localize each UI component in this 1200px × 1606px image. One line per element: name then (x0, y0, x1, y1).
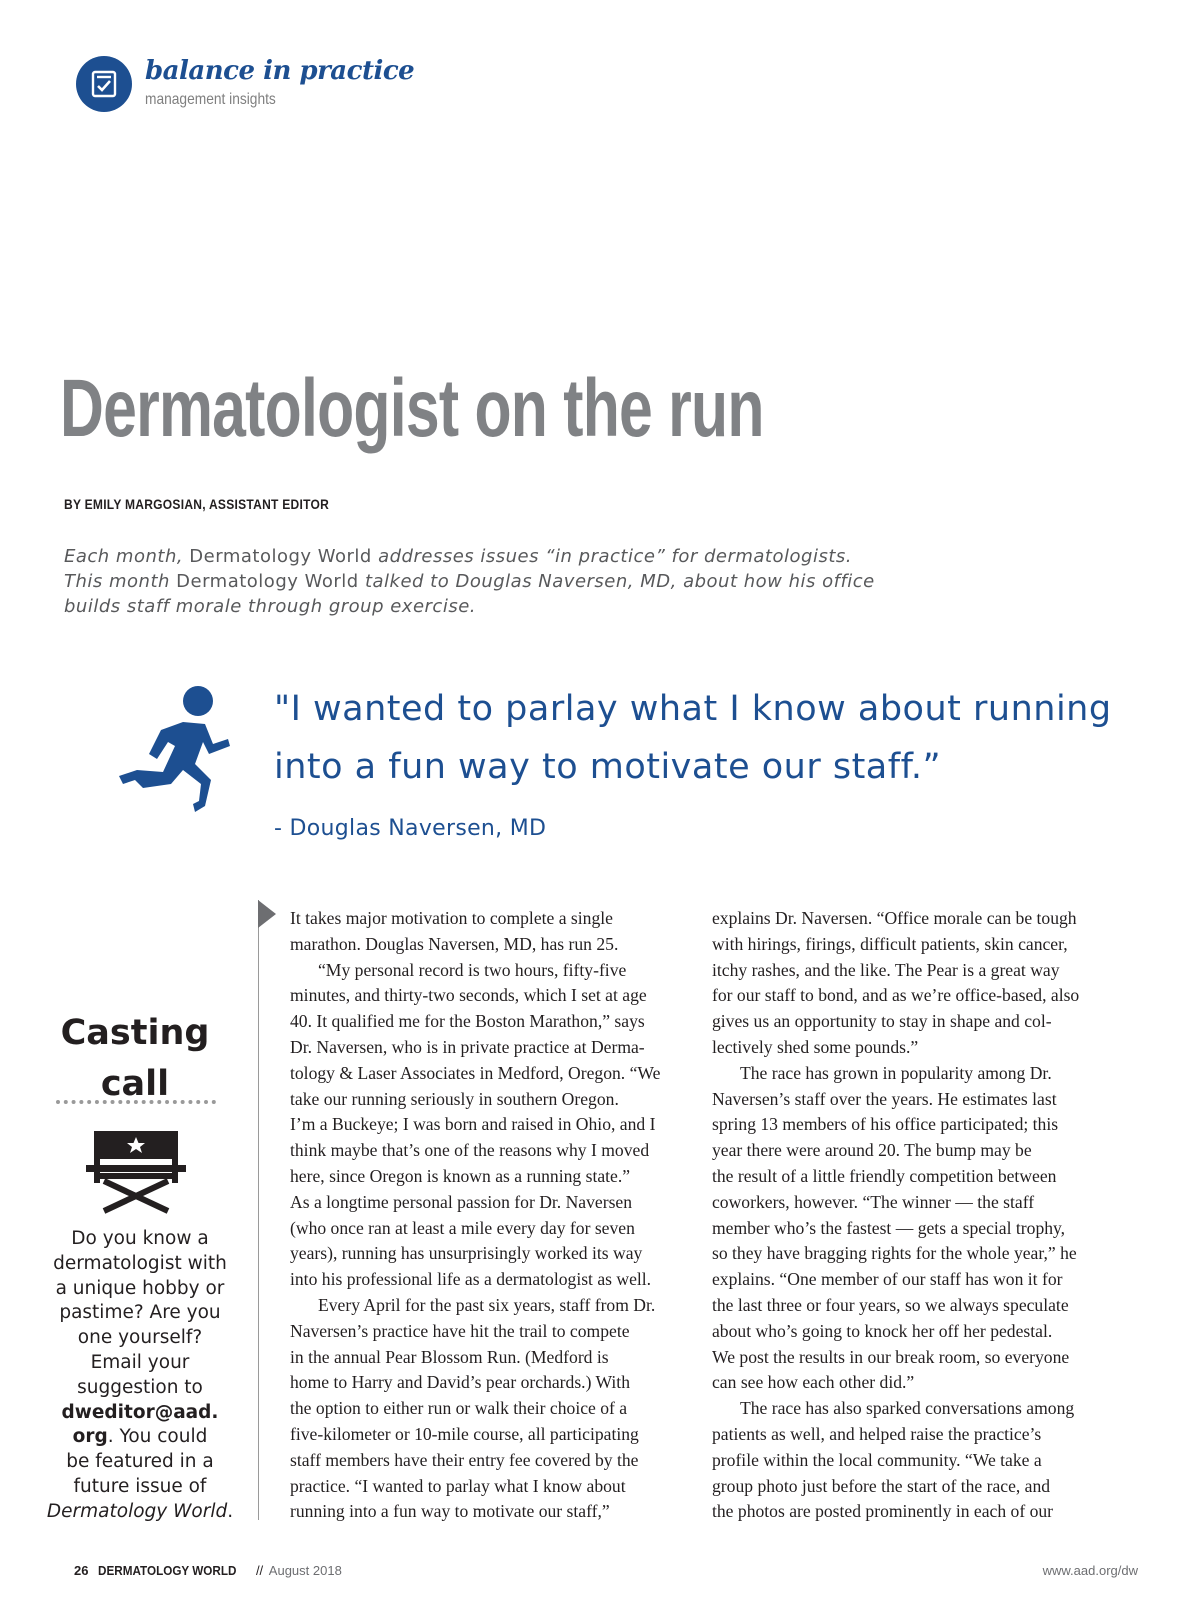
body-line: year there were around 20. The bump may be (712, 1140, 1032, 1161)
sidebar-line: org. You could (72, 1426, 208, 1448)
body-line: It takes major motivation to complete a single (290, 908, 613, 928)
start-arrow-icon (258, 900, 276, 928)
body-line: Naversen’s staff over the years. He estimates last (712, 1088, 1057, 1109)
body-line: minutes, and thirty-two seconds, which I set at age (290, 985, 647, 1006)
pull-quote-line: "I wanted to parlay what I know about running (274, 689, 1112, 729)
sidebar-line: Dermatology World. (46, 1500, 234, 1522)
sidebar-line: pastime? Are you (59, 1302, 221, 1324)
body-line: tology & Laser Associates in Medford, Oregon. “We (290, 1062, 661, 1083)
body-line: Every April for the past six years, staff from Dr. (318, 1294, 656, 1315)
article-byline: BY EMILY MARGOSIAN, ASSISTANT EDITOR (64, 496, 330, 512)
section-subtitle: management insights (145, 91, 276, 108)
body-line: the option to either run or walk their choice of a (290, 1398, 628, 1419)
running-person-icon (113, 684, 243, 814)
sidebar-line: dermatologist with (53, 1252, 227, 1274)
sidebar-line: be featured in a (66, 1451, 214, 1473)
column-rule (258, 900, 259, 1520)
body-line: marathon. Douglas Naversen, MD, has run 25. (290, 933, 619, 954)
body-line: think maybe that’s one of the reasons why I moved (290, 1140, 650, 1161)
section-badge (76, 56, 132, 112)
body-line: group photo just before the start of the race, and (712, 1475, 1051, 1496)
body-line: take our running seriously in southern Oregon. (290, 1088, 619, 1109)
sidebar-body (40, 1227, 240, 1525)
magazine-name: DERMATOLOGY WORLD (98, 1563, 237, 1578)
body-line: 40. It qualified me for the Boston Marathon,” says (290, 1011, 645, 1032)
body-line: can see how each other did.” (712, 1372, 915, 1393)
sidebar-line: future issue of (73, 1475, 207, 1497)
body-column-1 (290, 906, 660, 1525)
folio-separator: // (255, 1563, 264, 1578)
body-line: itchy rashes, and the like. The Pear is a great way (712, 959, 1060, 980)
body-line: gives us an opportunity to stay in shape and col- (712, 1011, 1052, 1032)
body-line: years), running has unsurprisingly worked its way (290, 1243, 643, 1264)
sidebar-divider (56, 1100, 216, 1104)
article-headline: Dermatologist on the run (60, 363, 764, 454)
pull-quote-attribution: - Douglas Naversen, MD (274, 816, 547, 841)
body-line: the photos are posted prominently in each of our (712, 1501, 1054, 1522)
body-line: explains Dr. Naversen. “Office morale can be tough (712, 908, 1077, 928)
email-link-end[interactable]: org (72, 1426, 108, 1448)
intro-line: This month Dermatology World talked to Douglas Naversen, MD, about how his office (64, 571, 875, 592)
body-line: The race has also sparked conversations among (740, 1398, 1075, 1419)
body-line: staff members have their entry fee covered by the (290, 1449, 639, 1470)
body-line: the last three or four years, so we always speculate (712, 1294, 1069, 1315)
body-line: coworkers, however. “The winner — the staff (712, 1191, 1035, 1212)
directors-chair-icon (86, 1125, 186, 1215)
body-line: for our staff to bond, and as we’re office-based, also (712, 985, 1080, 1006)
body-line: so they have bragging rights for the whole year,” he (712, 1243, 1077, 1264)
body-line: The race has grown in popularity among Dr. (740, 1062, 1052, 1083)
intro-line: builds staff morale through group exercise. (64, 596, 477, 617)
body-line: five-kilometer or 10-mile course, all participating (290, 1423, 639, 1444)
pull-quote-line: into a fun way to motivate our staff.” (274, 747, 942, 787)
body-line: spring 13 members of his office participated; this (712, 1114, 1059, 1135)
body-line: the result of a little friendly competition between (712, 1165, 1057, 1186)
body-line: in the annual Pear Blossom Run. (Medford is (290, 1346, 609, 1367)
body-line: As a longtime personal passion for Dr. Naversen (290, 1191, 633, 1212)
pull-quote (274, 680, 1154, 796)
body-line: (who once ran at least a mile every day for seven (290, 1217, 635, 1238)
sidebar-line: one yourself? (77, 1327, 203, 1349)
sidebar-line: Email your (90, 1351, 190, 1373)
checklist-icon (88, 68, 120, 100)
body-line: home to Harry and David’s pear orchards.) With (290, 1372, 630, 1393)
body-line: running into a fun way to motivate our staff,” (290, 1501, 610, 1522)
body-line: explains. “One member of our staff has won it for (712, 1269, 1063, 1290)
sidebar-line: suggestion to (77, 1376, 203, 1398)
body-line: with hirings, firings, difficult patients, skin cancer, (712, 933, 1068, 954)
website-link[interactable]: www.aad.org/dw (1042, 1563, 1138, 1578)
body-line: here, since Oregon is known as a running state.” (290, 1165, 631, 1186)
body-line: lectively shed some pounds.” (712, 1036, 919, 1057)
body-line: member who’s the fastest — gets a special trophy, (712, 1217, 1066, 1238)
page-folio (74, 1563, 342, 1578)
intro-line: Each month, Dermatology World addresses issues “in practice” for dermatologists. (64, 546, 852, 567)
body-line: Naversen’s practice have hit the trail to compete (290, 1320, 630, 1341)
page-number: 26 (74, 1563, 89, 1578)
body-line: We post the results in our break room, so everyone (712, 1346, 1070, 1367)
sidebar-title: Casting call (60, 1013, 210, 1104)
sidebar-line: a unique hobby or (55, 1277, 225, 1299)
body-line: practice. “I wanted to parlay what I know about (290, 1475, 626, 1496)
email-link[interactable]: dweditor@aad. (61, 1401, 219, 1423)
body-line: “My personal record is two hours, fifty-five (318, 959, 627, 980)
article-intro (64, 544, 894, 619)
body-line: about who’s going to knock her off her pedestal. (712, 1320, 1053, 1341)
body-line: Dr. Naversen, who is in private practice at Derma- (290, 1036, 645, 1057)
body-line: I’m a Buckeye; I was born and raised in Ohio, and I (290, 1114, 656, 1135)
body-line: into his professional life as a dermatologist as well. (290, 1269, 652, 1290)
body-column-2 (712, 906, 1079, 1525)
issue-date: August 2018 (268, 1563, 342, 1578)
section-title: balance in practice (145, 56, 415, 86)
body-line: profile within the local community. “We take a (712, 1449, 1042, 1470)
sidebar-line: Do you know a (71, 1228, 209, 1249)
body-line: patients as well, and helped raise the practice’s (712, 1423, 1042, 1444)
